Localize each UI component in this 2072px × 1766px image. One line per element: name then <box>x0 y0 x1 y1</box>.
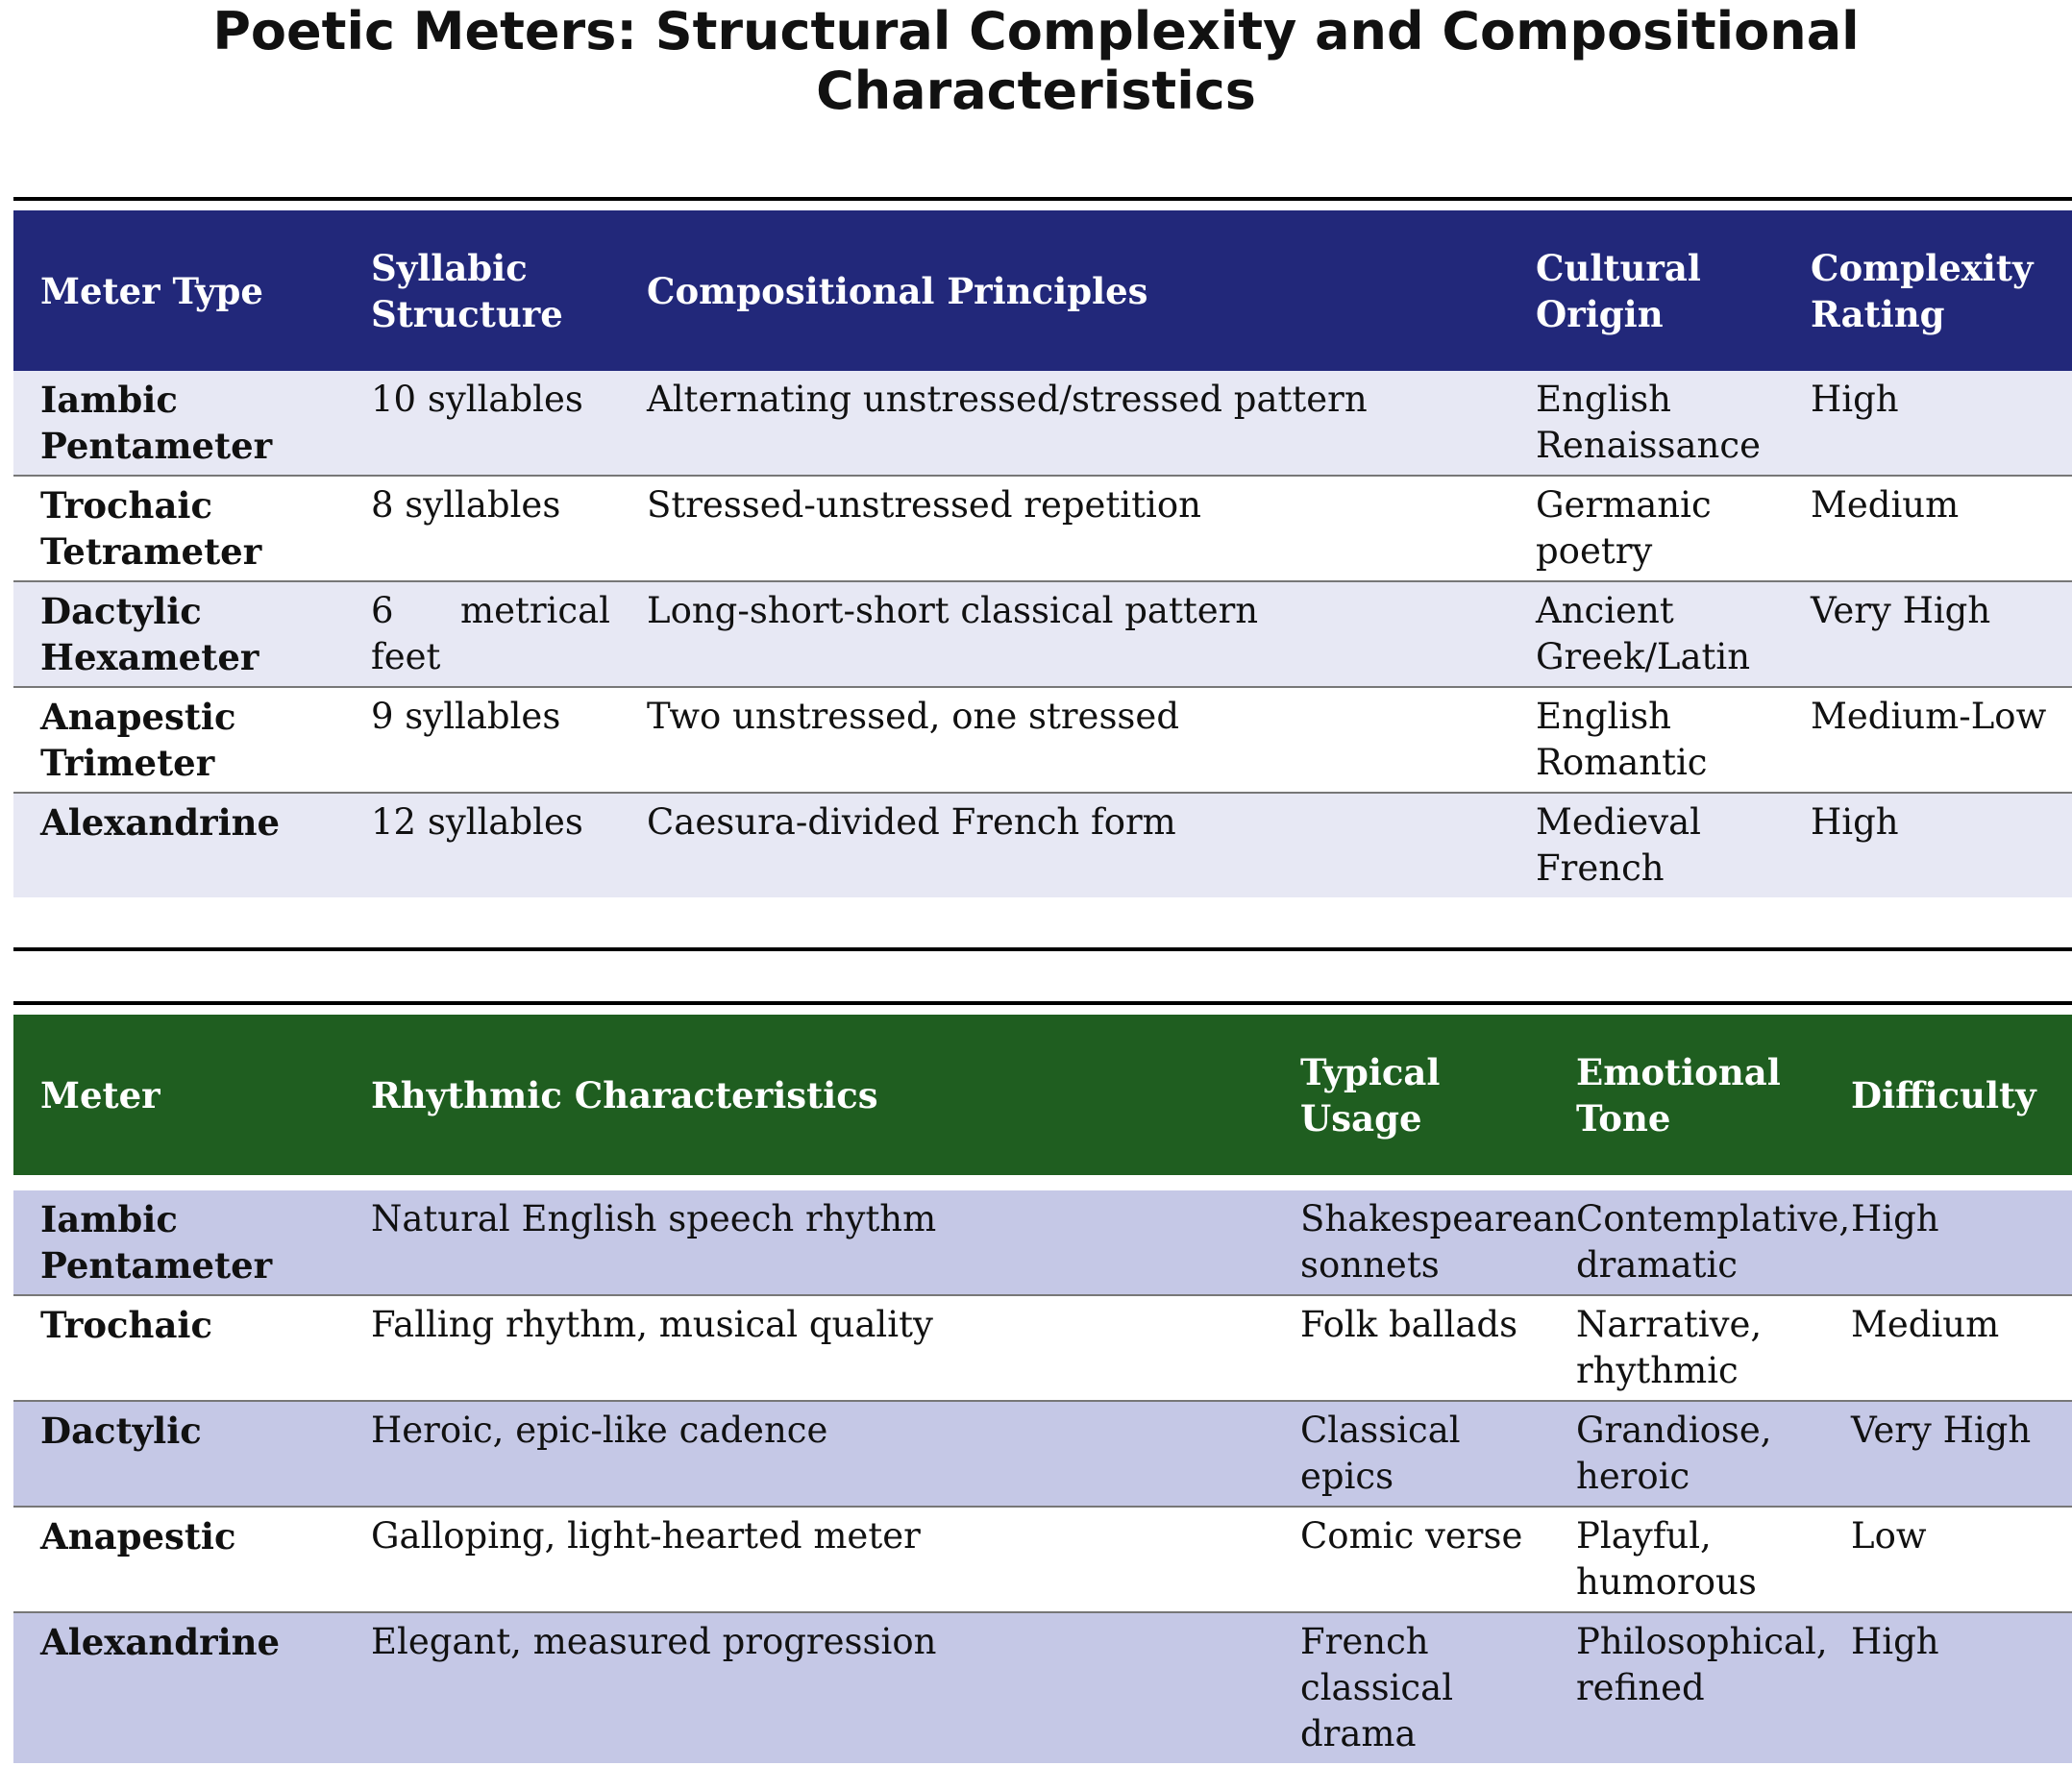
meter-type-cell: Iambic Pentameter <box>13 371 344 476</box>
complexity-rating-cell: High <box>1784 793 2072 897</box>
table-row <box>13 1612 2072 1763</box>
meter-rhythm-table <box>13 1015 2072 1763</box>
rhythmic-characteristics-cell: Falling rhythm, musical quality <box>344 1295 1273 1401</box>
syllabic-structure-cell: 12 syllables <box>344 793 620 897</box>
complexity-rating-cell: Medium-Low <box>1784 687 2072 793</box>
rhythmic-characteristics-cell: Natural English speech rhythm <box>344 1190 1273 1295</box>
meter-type-cell: Alexandrine <box>13 793 344 897</box>
table2-header-rhythmic-characteristics: Rhythmic Characteristics <box>344 1015 1273 1175</box>
table-row <box>13 793 2072 897</box>
complexity-rating-cell: High <box>1784 371 2072 476</box>
table1-bottom-rule <box>13 947 2072 951</box>
table-row <box>13 687 2072 793</box>
table-row <box>13 1295 2072 1401</box>
meter-type-cell: Dactylic Hexameter <box>13 581 344 687</box>
cultural-origin-cell: Germanic poetry <box>1509 476 1784 581</box>
typical-usage-cell: French classical drama <box>1273 1612 1549 1763</box>
difficulty-cell: High <box>1824 1612 2072 1763</box>
table-row <box>13 1401 2072 1507</box>
difficulty-cell: High <box>1824 1190 2072 1295</box>
table-row <box>13 476 2072 581</box>
emotional-tone-cell: Narrative, rhythmic <box>1549 1295 1824 1401</box>
difficulty-cell: Very High <box>1824 1401 2072 1507</box>
compositional-principles-cell: Two unstressed, one stressed <box>620 687 1509 793</box>
table1-header-complexity-rating: Complexity Rating <box>1784 210 2072 371</box>
cultural-origin-cell: Ancient Greek/Latin <box>1509 581 1784 687</box>
syllabic-structure-cell: 9 syllables <box>344 687 620 793</box>
emotional-tone-cell: Grandiose, heroic <box>1549 1401 1824 1507</box>
syllabic-structure-cell: 10 syllables <box>344 371 620 476</box>
table2-header-difficulty: Difficulty <box>1824 1015 2072 1175</box>
rhythmic-characteristics-cell: Heroic, epic-like cadence <box>344 1401 1273 1507</box>
table2-header-meter: Meter <box>13 1015 344 1175</box>
meter-type-cell: Anapestic Trimeter <box>13 687 344 793</box>
complexity-rating-cell: Medium <box>1784 476 2072 581</box>
typical-usage-cell: Comic verse <box>1273 1507 1549 1612</box>
rhythmic-characteristics-cell: Galloping, light-hearted meter <box>344 1507 1273 1612</box>
compositional-principles-cell: Long-short-short classical pattern <box>620 581 1509 687</box>
cultural-origin-cell: English Romantic <box>1509 687 1784 793</box>
table1-header-compositional-principles: Compositional Principles <box>620 210 1509 371</box>
typical-usage-cell: Shakespearean sonnets <box>1273 1190 1549 1295</box>
table2-top-rule <box>13 1001 2072 1005</box>
meter-cell: Dactylic <box>13 1401 344 1507</box>
rhythmic-characteristics-cell: Elegant, measured progression <box>344 1612 1273 1763</box>
table1-header-row <box>13 210 2072 371</box>
difficulty-cell: Low <box>1824 1507 2072 1612</box>
emotional-tone-cell: Contemplative, dramatic <box>1549 1190 1824 1295</box>
table1-header-syllabic-structure: Syllabic Structure <box>344 210 620 371</box>
compositional-principles-cell: Caesura-divided French form <box>620 793 1509 897</box>
meter-structure-table <box>13 210 2072 897</box>
typical-usage-cell: Folk ballads <box>1273 1295 1549 1401</box>
meter-type-cell: Trochaic Tetrameter <box>13 476 344 581</box>
page-title-line-1: Poetic Meters: Structural Complexity and Compositional <box>212 1 1860 61</box>
complexity-rating-cell: Very High <box>1784 581 2072 687</box>
cultural-origin-cell: English Renaissance <box>1509 371 1784 476</box>
meter-cell: Anapestic <box>13 1507 344 1612</box>
table2-header-typical-usage: Typical Usage <box>1273 1015 1549 1175</box>
table1-top-rule <box>13 197 2072 201</box>
table2-header-row <box>13 1015 2072 1175</box>
compositional-principles-cell: Alternating unstressed/stressed pattern <box>620 371 1509 476</box>
table-row <box>13 581 2072 687</box>
table2-header-emotional-tone: Emotional Tone <box>1549 1015 1824 1175</box>
table-row <box>13 1190 2072 1295</box>
syllabic-structure-cell: 8 syllables <box>344 476 620 581</box>
table-row <box>13 371 2072 476</box>
meter-cell: Alexandrine <box>13 1612 344 1763</box>
emotional-tone-cell: Playful, humorous <box>1549 1507 1824 1612</box>
syllabic-structure-cell: 6 metrical feet <box>344 581 620 687</box>
meter-cell: Iambic Pentameter <box>13 1190 344 1295</box>
emotional-tone-cell: Philosophical, refined <box>1549 1612 1824 1763</box>
typical-usage-cell: Classical epics <box>1273 1401 1549 1507</box>
table1-header-meter-type: Meter Type <box>13 210 344 371</box>
meter-cell: Trochaic <box>13 1295 344 1401</box>
cultural-origin-cell: Medieval French <box>1509 793 1784 897</box>
page-title-line-2: Characteristics <box>816 61 1256 121</box>
difficulty-cell: Medium <box>1824 1295 2072 1401</box>
table-row <box>13 1507 2072 1612</box>
page-title <box>0 2 2072 121</box>
table1-header-cultural-origin: Cultural Origin <box>1509 210 1784 371</box>
compositional-principles-cell: Stressed-unstressed repetition <box>620 476 1509 581</box>
